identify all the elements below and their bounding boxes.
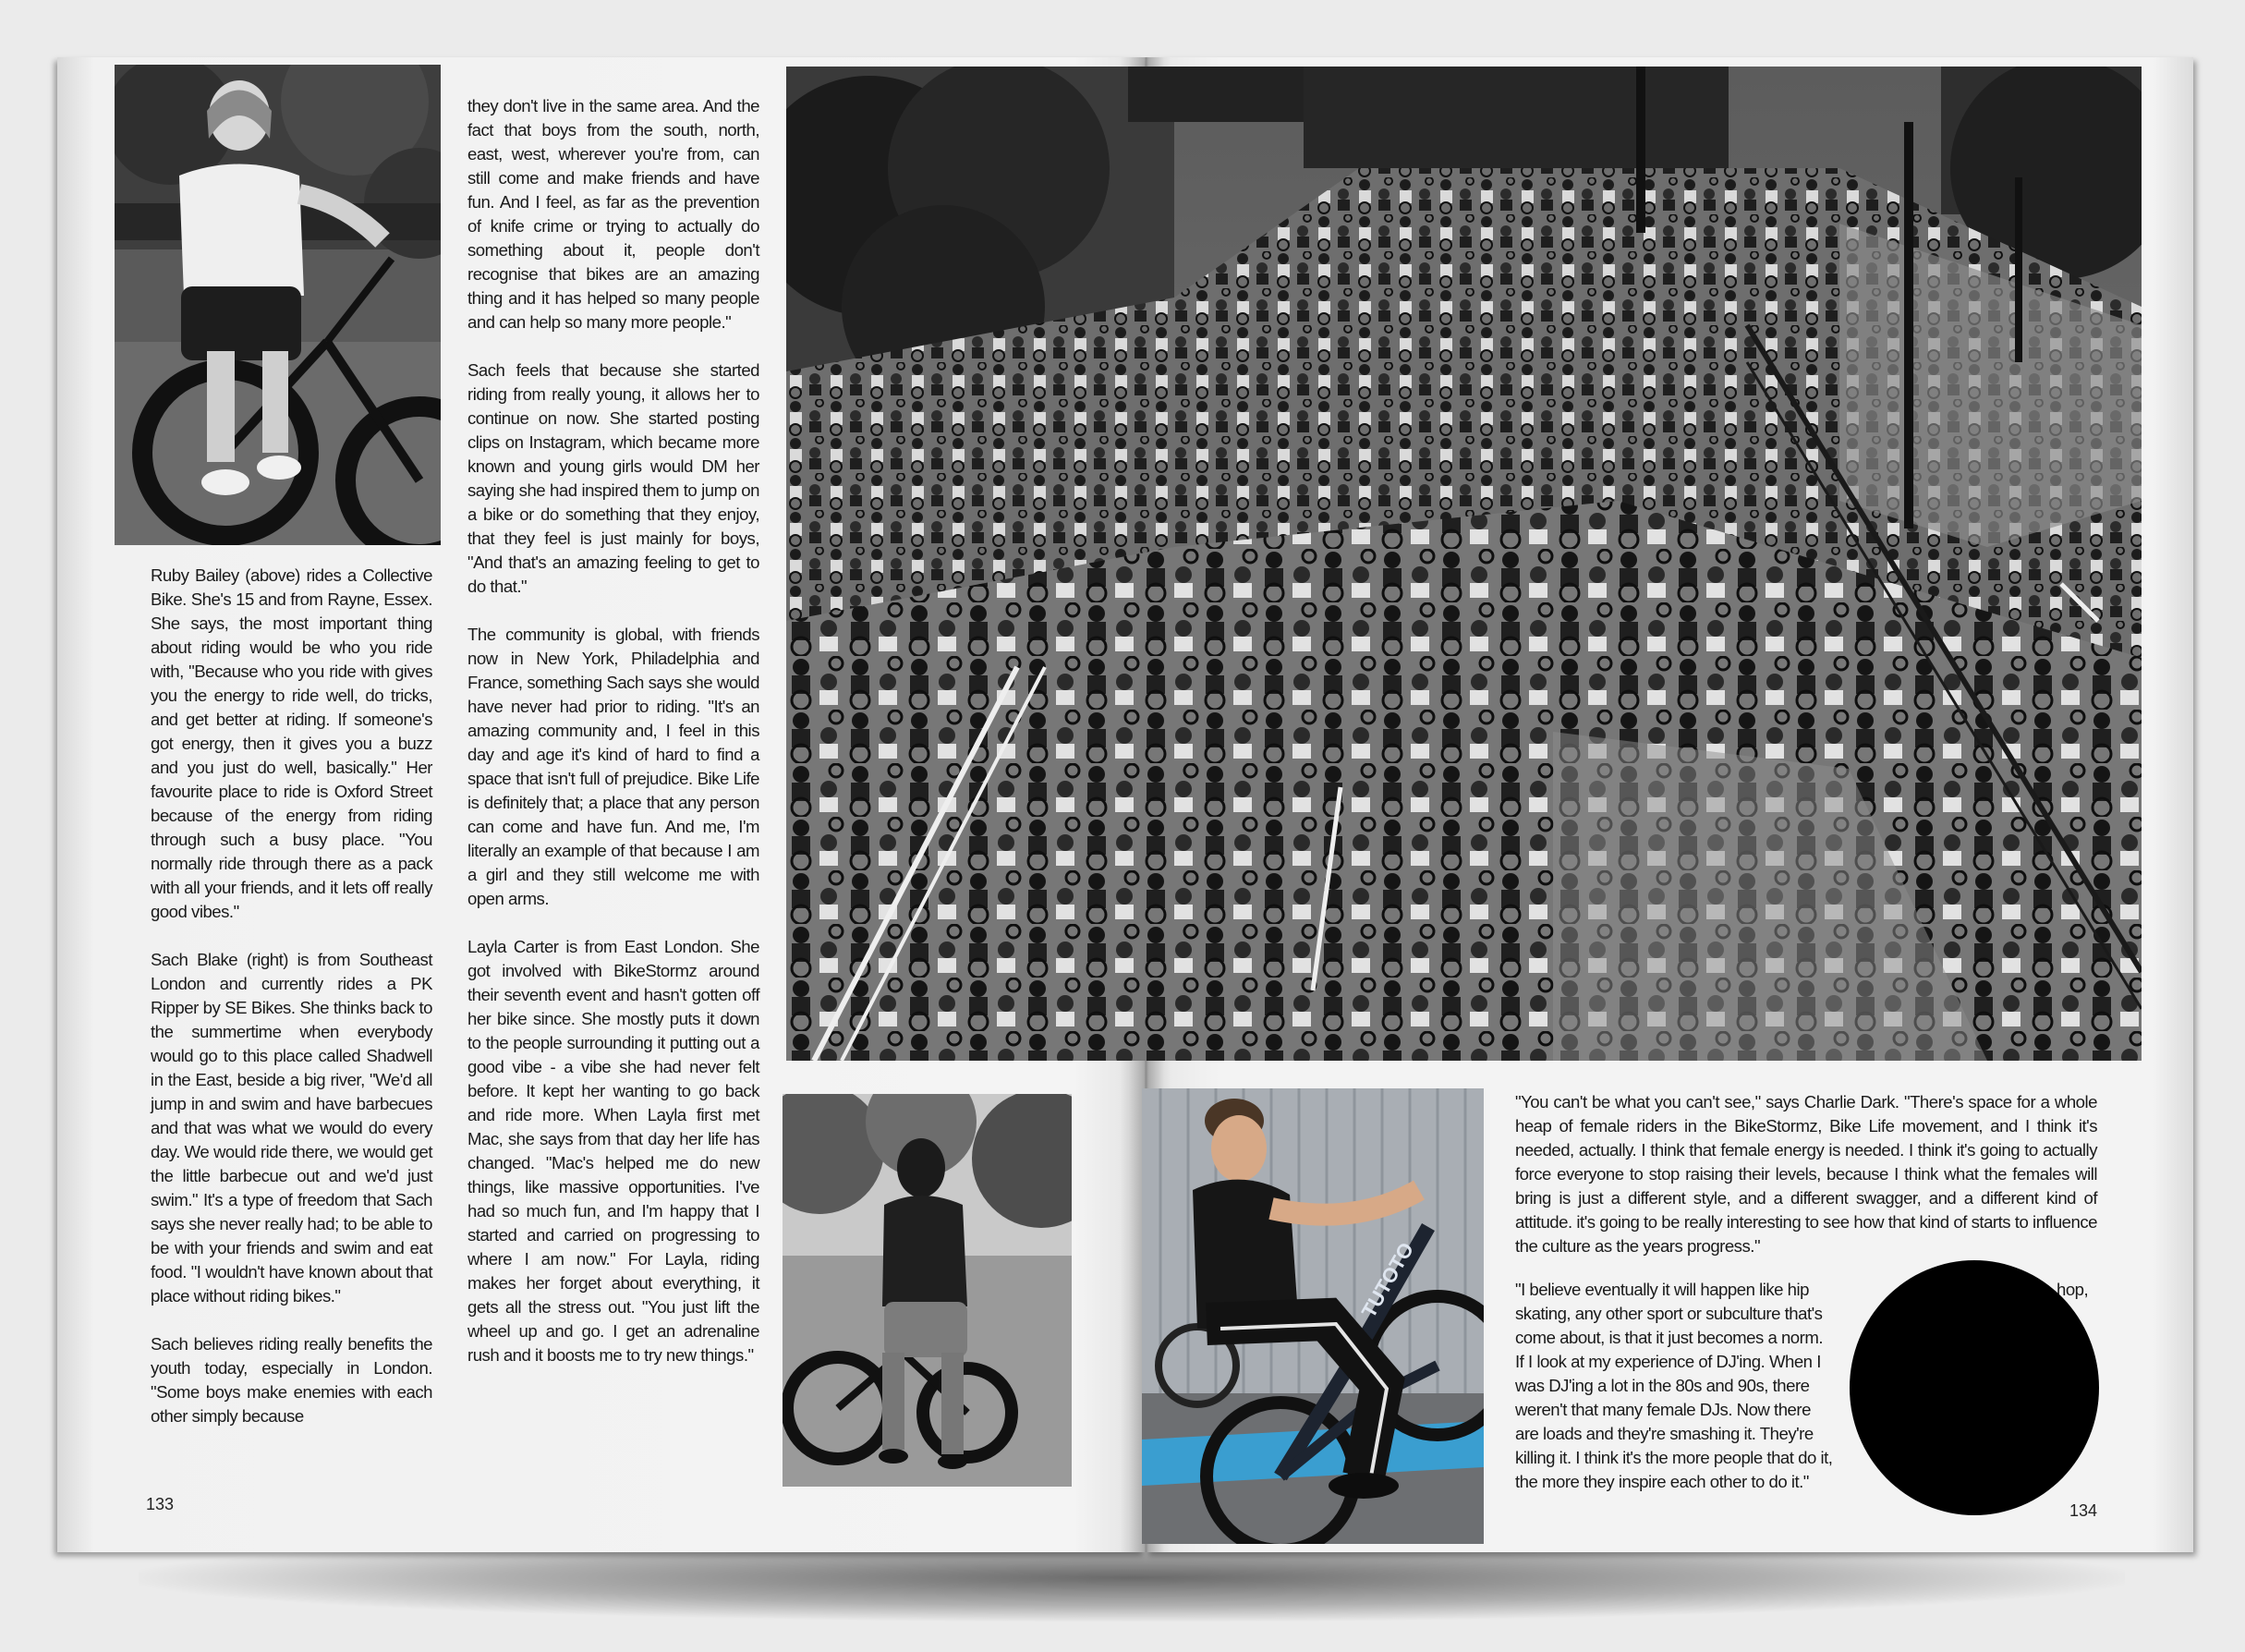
quote-line-tail: hop,: [2057, 1280, 2089, 1299]
quote-line-2: skating, any other sport or subculture that's: [1515, 1304, 1823, 1323]
sach-blake-paragraph: Sach Blake (right) is from Southeast London and currently rides a PK Ripper by SE Bikes. She thinks back to the summertime when everybody would go to this place called Shadwell in the East, beside a big river, "We'd all jump in and swim and have barbecues and that was what we would do every day. We would ride there, we would get the little barbecue out and we'd just swim." It's a type of freedom that Sach says she never really had; to be able to be with your friends and swim and eat food. "I wouldn't have known about that place without riding bikes.": [151, 950, 432, 1306]
quote-line-3: come about, is that it just becomes a norm.: [1515, 1328, 1823, 1347]
ruby-bailey-paragraph: Ruby Bailey (above) rides a Collective Bike. She's 15 and from Rayne, Essex. She says, the most important thing about riding would be who you ride with, "Because who you ride with gives you the energy to ride well, do tricks, and get better at riding. If someone's got energy, then it gives you a buzz and you just do well, basically." Her favourite place to ride is Oxford Street because of the energy from riding through such a busy place. "You normally ride through there as a pack with all your friends, and it lets off really good vibes.": [151, 565, 432, 921]
redaction-circle: [1850, 1260, 2099, 1515]
bike-frame-logo: TUTOTO: [1356, 1238, 1419, 1322]
right-column: [1515, 1090, 2097, 1282]
quote-line-4: If I look at my experience of DJ'ing. When I: [1515, 1352, 1821, 1371]
layla-carter-paragraph: Layla Carter is from East London. She got involved with BikeStormz around their seventh event and hasn't gotten off her bike since. She mostly puts it down to the people surrounding it putting out a good vibe - a vibe she had never felt before. It kept her wanting to go back and ride more. When Layla first met Mac, she says from that day her life has changed. "Mac's helped me do new things, like massive opportunities. I've had so much fun, and I'm happy that I started and carried on progressing to where I am now." For Layla, riding makes her forget about everything, it gets all the stress out. "You just lift the wheel up and go. I get an adrenaline rush and it boosts me to try new things.": [467, 937, 759, 1365]
sach-feels-paragraph: Sach feels that because she started riding from really young, it allows her to continue on now. She started posting clips on Instagram, which became more known and young girls would DM her saying she had inspired them to jump on a bike or do something that they enjoy, that they feel is just mainly for boys, "And that's an amazing feeling to get to do that.": [467, 360, 759, 596]
quote-line-7: are loads and they're smashing it. They're: [1515, 1424, 1814, 1443]
left-column-1: [151, 564, 432, 1428]
photo-ruby-bailey: [115, 65, 441, 545]
left-column-2: [467, 94, 759, 1367]
photo-bikestormz-crowd: [786, 67, 2142, 1061]
page-number-right: 134: [2069, 1501, 2098, 1520]
quote-line-5: was DJ'ing a lot in the 80s and 90s, there: [1515, 1376, 1810, 1395]
continued-paragraph: they don't live in the same area. And the fact that boys from the south, north, east, west, wherever you're from, can still come and make friends and have fun. And I feel, as far as the prevention of knife crime or trying to actually do something about it, people don't recognise that bikes are an amazing thing and it has helped so many people and can help so many more people.": [467, 96, 759, 332]
right-column-quote-lines: [1515, 1278, 1848, 1494]
quote-line-8: killing it. I think it's the more people that do it,: [1515, 1448, 1833, 1467]
page-number-left: 133: [146, 1495, 175, 1513]
quote-line-9: the more they inspire each other to do it.": [1515, 1472, 1809, 1491]
community-paragraph: The community is global, with friends now in New York, Philadelphia and France, something Sach says she would have never had prior to riding. "It's an amazing community and, I feel in this day and age it's kind of hard to find a space that isn't full of prejudice. Bike Life is definitely that; a place that any person can come and have fun. And me, I'm literally an example of that because I am a girl and they still welcome me with open arms.: [467, 625, 759, 908]
quote-line-1: "I believe eventually it will happen like hip: [1515, 1280, 1809, 1299]
photo-layla-carter: [783, 1094, 1072, 1487]
sach-believes-paragraph: Sach believes riding really benefits the youth today, especially in London. "Some boys make enemies with each other simply because: [151, 1334, 432, 1426]
charlie-dark-paragraph: "You can't be what you can't see," says Charlie Dark. "There's space for a whole heap of female riders in the BikeStormz, Bike Life movement, and I think it's needed, actually. I think that female energy is needed. I think it's going to actually force everyone to stop raising their levels, because I think what the females will bring is just a different style, and a different swagger, and a different kind of attitude. it's going to be really interesting to see how that kind of starts to influence the culture as the years progress.": [1515, 1092, 2097, 1256]
quote-line-6: weren't that many female DJs. Now there: [1515, 1400, 1811, 1419]
photo-wheelie-rider: [1142, 1088, 1484, 1544]
